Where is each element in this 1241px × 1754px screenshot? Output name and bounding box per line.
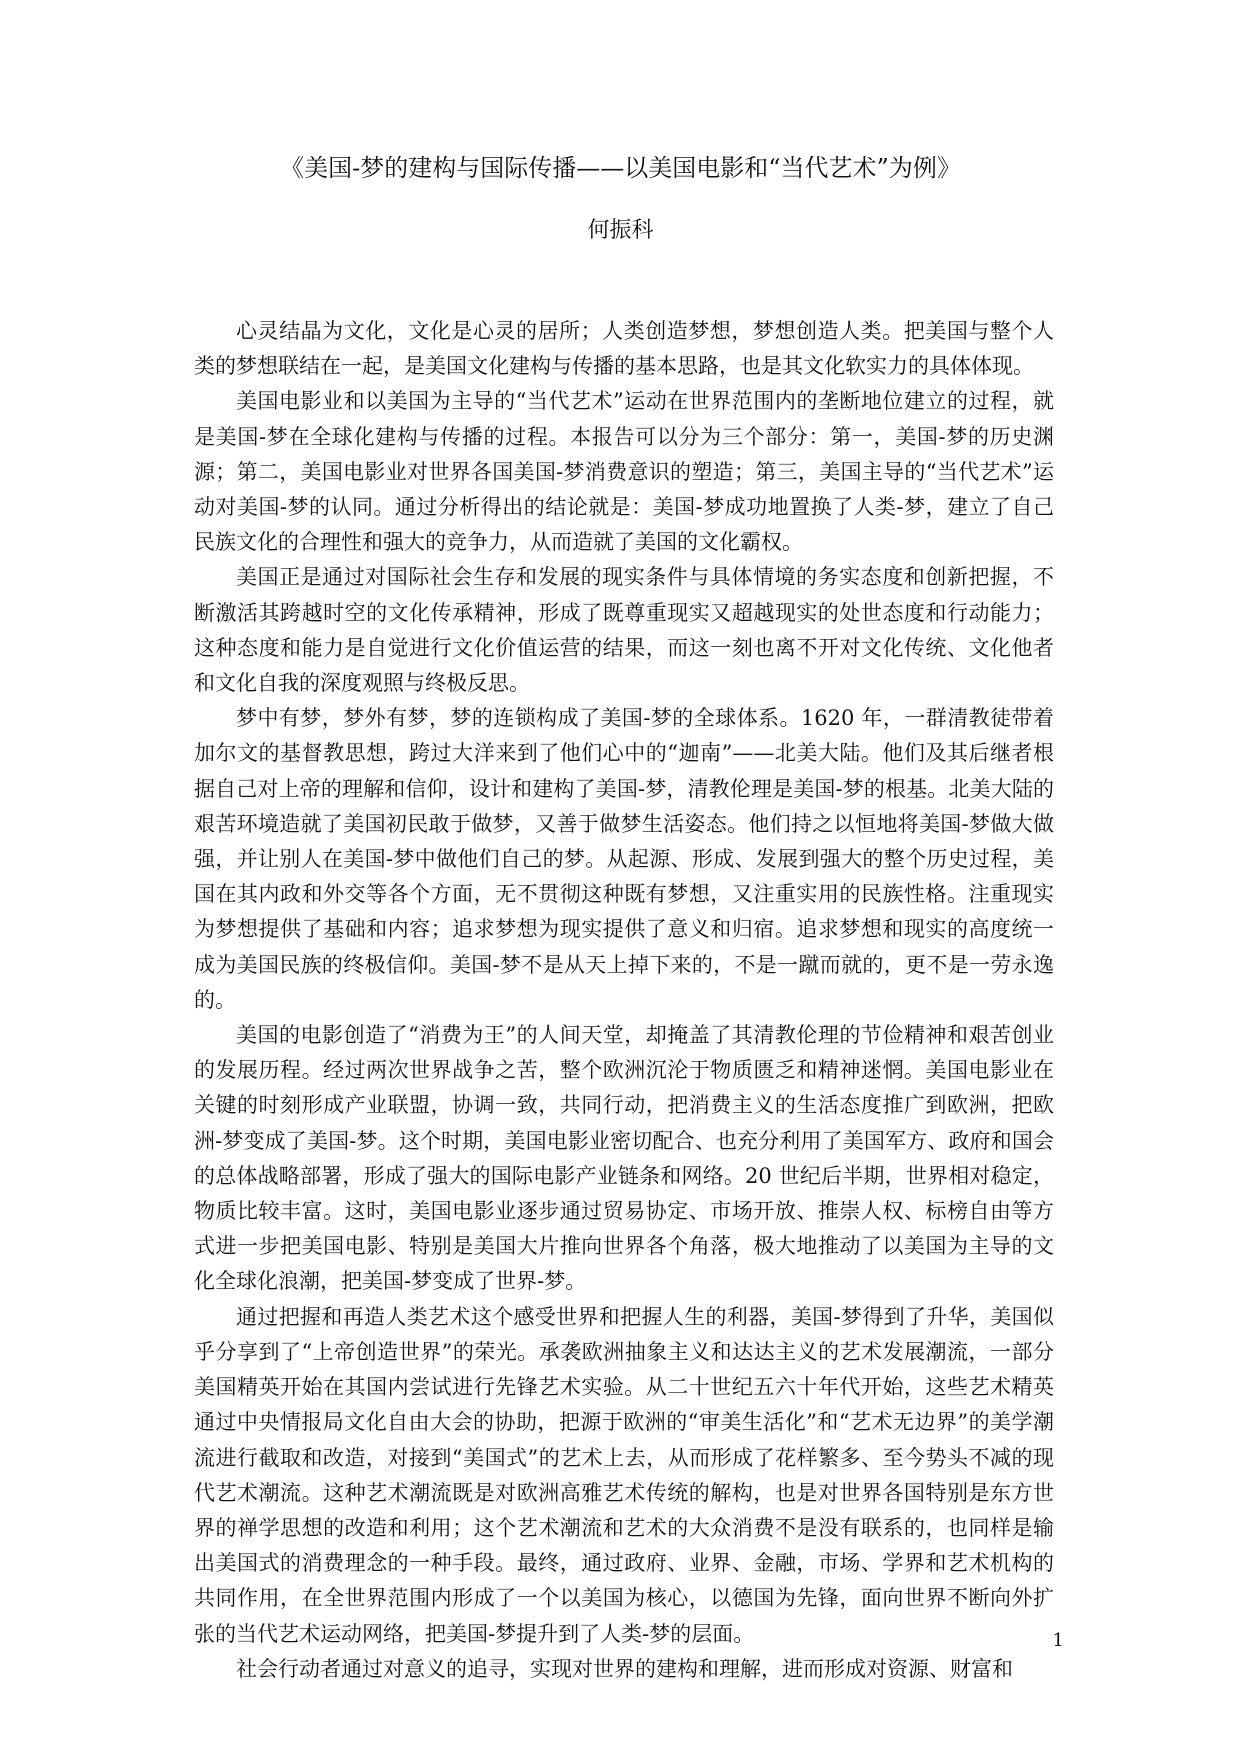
page-number: 1	[1052, 1630, 1064, 1651]
paragraph: 社会行动者通过对意义的追寻，实现对世界的建构和理解，进而形成对资源、财富和	[236, 1656, 1013, 1681]
paragraph: 美国电影业和以美国为主导的“当代艺术”运动在世界范围内的垄断地位建立的过程，就是美国-梦在全球化建构与传播的过程。本报告可以分为三个部分：第一，美国-梦的历史渊源；第二，美国电影业对世界各国美国-梦消费意识的塑造；第三，美国主导的“当代艺术”运动对美国-梦的认同。通过分析得出的结论就是：美国-梦成功地置换了人类-梦，建立了自己民族文化的合理性和强大的竞争力，从而造就了美国的文化霸权。	[194, 389, 1054, 555]
document-author: 何振科	[587, 218, 654, 243]
paragraph: 心灵结晶为文化，文化是心灵的居所；人类创造梦想，梦想创造人类。把美国与整个人类的梦想联结在一起，是美国文化建构与传播的基本思路，也是其文化软实力的具体体现。	[194, 319, 1054, 379]
document-body	[194, 314, 1054, 1687]
paragraph: 美国的电影创造了“消费为王”的人间天堂，却掩盖了其清教伦理的节俭精神和艰苦创业的发展历程。经过两次世界战争之苦，整个欧洲沉沦于物质匮乏和精神迷惘。美国电影业在关键的时刻形成产业联盟，协调一致，共同行动，把消费主义的生活态度推广到欧洲，把欧洲-梦变成了美国-梦。这个时期，美国电影业密切配合、也充分利用了美国军方、政府和国会的总体战略部署，形成了强大的国际电影产业链条和网络。20 世纪后半期，世界相对稳定，物质比较丰富。这时，美国电影业逐步通过贸易协定、市场开放、推崇人权、标榜自由等方式进一步把美国电影、特别是美国大片推向世界各个角落，极大地推动了以美国为主导的文化全球化浪潮，把美国-梦变成了世界-梦。	[194, 1023, 1054, 1294]
paragraph: 美国正是通过对国际社会生存和发展的现实条件与具体情境的务实态度和创新把握，不断激活其跨越时空的文化传承精神，形成了既尊重现实又超越现实的处世态度和行动能力；这种态度和能力是自觉进行文化价值运营的结果，而这一刻也离不开对文化传统、文化他者和文化自我的深度观照与终极反思。	[194, 565, 1054, 696]
document-title: 《美国-梦的建构与国际传播——以美国电影和“当代艺术”为例》	[280, 154, 961, 182]
paragraph: 通过把握和再造人类艺术这个感受世界和把握人生的利器，美国-梦得到了升华，美国似乎分享到了“上帝创造世界”的荣光。承袭欧洲抽象主义和达达主义的艺术发展潮流，一部分美国精英开始在其国内尝试进行先锋艺术实验。从二十世纪五六十年代开始，这些艺术精英通过中央情报局文化自由大会的协助，把源于欧洲的“审美生活化”和“艺术无边界”的美学潮流进行截取和改造，对接到“美国式”的艺术上去，从而形成了花样繁多、至今势头不减的现代艺术潮流。这种艺术潮流既是对欧洲高雅艺术传统的解构，也是对世界各国特别是东方世界的禅学思想的改造和利用；这个艺术潮流和艺术的大众消费不是没有联系的，也同样是输出美国式的消费理念的一种手段。最终，通过政府、业界、金融，市场、学界和艺术机构的共同作用，在全世界范围内形成了一个以美国为核心，以德国为先锋，面向世界不断向外扩张的当代艺术运动网络，把美国-梦提升到了人类-梦的层面。	[194, 1304, 1054, 1646]
paragraph: 梦中有梦，梦外有梦，梦的连锁构成了美国-梦的全球体系。1620 年，一群清教徒带着加尔文的基督教思想，跨过大洋来到了他们心中的“迦南”——北美大陆。他们及其后继者根据自己对上帝的理解和信仰，设计和建构了美国-梦，清教伦理是美国-梦的根基。北美大陆的艰苦环境造就了美国初民敢于做梦，又善于做梦生活姿态。他们持之以恒地将美国-梦做大做强，并让别人在美国-梦中做他们自己的梦。从起源、形成、发展到强大的整个历史过程，美国在其内政和外交等各个方面，无不贯彻这种既有梦想，又注重实用的民族性格。注重现实为梦想提供了基础和内容；追求梦想为现实提供了意义和归宿。追求梦想和现实的高度统一成为美国民族的终极信仰。美国-梦不是从天上掉下来的，不是一蹴而就的，更不是一劳永逸的。	[194, 706, 1054, 1012]
